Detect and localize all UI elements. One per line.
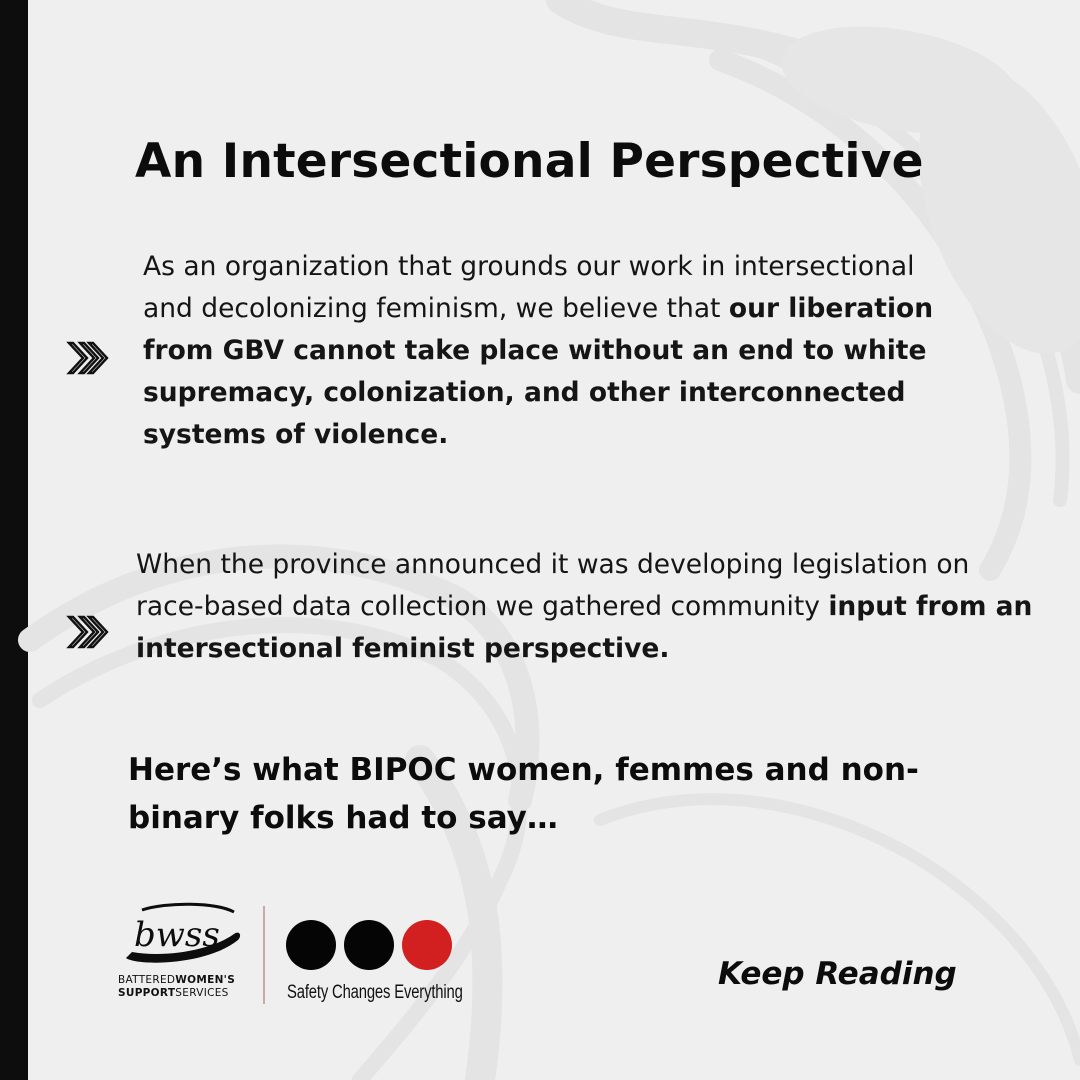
page-title: An Intersectional Perspective xyxy=(135,134,924,189)
paragraph-legislation-emphasis: input from an intersectional feminist perspective. xyxy=(136,591,1033,664)
paragraph-legislation xyxy=(136,544,1036,670)
black-dot-1 xyxy=(286,920,336,970)
bwss-organization-name xyxy=(118,974,258,1000)
bwss-logo xyxy=(116,900,246,970)
bwss-wordmark: bwss xyxy=(134,915,220,955)
three-dots-logo xyxy=(286,920,456,972)
triple-chevron-right-icon xyxy=(66,338,110,378)
black-dot-2 xyxy=(344,920,394,970)
triple-chevron-right-icon xyxy=(66,612,110,652)
paragraph-legislation-text: When the province announced it was developing legislation on race-based data collection we gathered community xyxy=(136,549,970,622)
paragraph-liberation xyxy=(143,246,963,456)
tagline: Safety Changes Everything xyxy=(287,982,463,1003)
keep-reading-label: Keep Reading xyxy=(718,956,957,992)
red-dot xyxy=(402,920,452,970)
call-to-action-heading: Here’s what BIPOC women, femmes and non-binary folks had to say… xyxy=(128,752,919,836)
org-name-womens: WOMEN'S xyxy=(175,974,236,986)
paragraph-liberation-text: As an organization that grounds our work in intersectional and decolonizing feminism, we believe that xyxy=(143,251,915,324)
org-name-services: SERVICES xyxy=(175,987,229,999)
logo-divider xyxy=(263,906,265,1004)
org-name-support: SUPPORT xyxy=(118,987,176,999)
paragraph-liberation-emphasis: our liberation from GBV cannot take place without an end to white supremacy, colonization, and other interconnected systems of violence. xyxy=(143,293,934,450)
logo-lockup xyxy=(112,900,472,1012)
org-name-battered: BATTERED xyxy=(118,974,176,986)
